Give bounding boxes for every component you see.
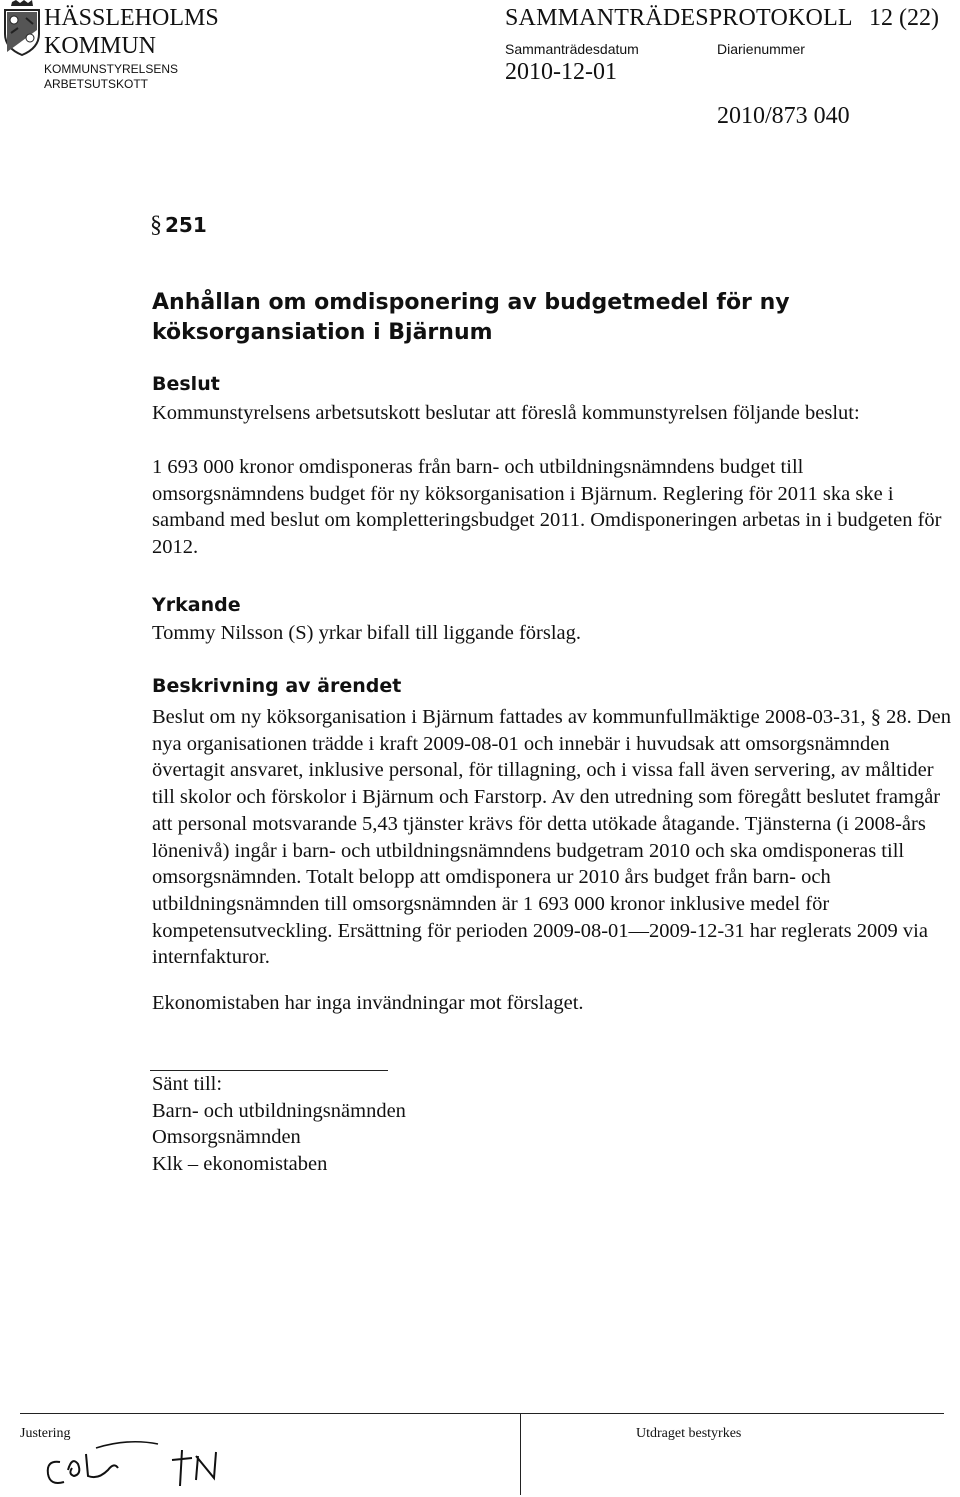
paragraph-number-value: 251 bbox=[165, 213, 207, 237]
org-name: HÄSSLEHOLMS bbox=[44, 5, 219, 31]
beslut-intro: Kommunstyrelsens arbetsutskott beslutar att föreslå kommunstyrelsen följande beslut: bbox=[152, 402, 860, 424]
paragraph-number bbox=[150, 212, 207, 238]
footer-rule bbox=[20, 1413, 944, 1414]
recipient: Barn- och utbildningsnämnden bbox=[152, 1099, 406, 1122]
municipal-crest-icon bbox=[2, 0, 42, 56]
diary-number-label: Diarienummer bbox=[717, 41, 805, 57]
sent-to-block bbox=[152, 1071, 406, 1178]
case-title: Anhållan om omdisponering av budgetmedel för ny köksorgansiation i Bjärnum bbox=[152, 290, 790, 345]
meeting-date-label: Sammanträdesdatum bbox=[505, 41, 639, 57]
beskrivning-text: Beslut om ny köksorganisation i Bjärnum fattades av kommunfullmäktige 2008-03-31, § 28. Den nya organisationen trädde i kraft 2009-08-01 och innebär i huvudsak att omsorgsnämnden övertagit ansvaret, inklusive personal, för tillagning, och i vissa fall även servering, av måltider till skolor och förskolor i Bjärnum och Farstorp. Av den utredning som föregått beslutet framgår att personal motsvarande 5,43 tjänster krävs för detta utökade åtagande. Tjänsterna (i 2008-års lönenivå) ingår i barn- och utbildningsnämndens budgetram 2010 och ska omdisponeras till omsorgsnämnden. Totalt belopp att omdisponera ur 2010 års budget från barn- och utbildningsnämnden till omsorgsnämnden är 1 693 000 kronor inklusive medel för kompetensutveckling. Ersättning för perioden 2009-08-01—2009-12-31 har reglerats 2009 via internfakturor. bbox=[152, 706, 952, 969]
recipient: Omsorgsnämnden bbox=[152, 1126, 301, 1149]
meeting-date: 2010-12-01 bbox=[505, 59, 617, 85]
handwritten-signature bbox=[38, 1430, 438, 1490]
heading-beslut: Beslut bbox=[152, 373, 220, 395]
sent-to-label: Sänt till: bbox=[152, 1073, 223, 1095]
heading-beskrivning: Beskrivning av ärendet bbox=[152, 675, 402, 697]
document-title: SAMMANTRÄDESPROTOKOLL bbox=[505, 5, 853, 31]
recipient: Klk – ekonomistaben bbox=[152, 1153, 328, 1176]
org-name-line2: KOMMUN bbox=[44, 33, 157, 59]
diary-number: 2010/873 040 bbox=[717, 103, 850, 129]
yrkande-text: Tommy Nilsson (S) yrkar bifall till liggande förslag. bbox=[152, 622, 581, 644]
page-number: 12 (22) bbox=[869, 5, 939, 31]
org-committee: KOMMUNSTYRELSENS bbox=[44, 62, 179, 76]
org-subcommittee: ARBETSUTSKOTT bbox=[44, 77, 149, 91]
beslut-decision: 1 693 000 kronor omdisponeras från barn- och utbildningsnämndens budget till omsorgsnämndens budget för ny köksorganisation i Bjärnum. Reglering för 2011 ska ske i samband med beslut om kompletteringsbudget 2011. Omdisponeringen arbetas in i budgeten för 2012. bbox=[152, 456, 942, 559]
ekonomi-statement: Ekonomistaben har inga invändningar mot förslaget. bbox=[152, 992, 584, 1014]
section-sign: § bbox=[150, 212, 162, 238]
footer-divider bbox=[520, 1413, 521, 1495]
justering-label: Justering bbox=[20, 1426, 71, 1441]
heading-yrkande: Yrkande bbox=[152, 594, 241, 616]
utdrag-label: Utdraget bestyrkes bbox=[636, 1426, 742, 1441]
